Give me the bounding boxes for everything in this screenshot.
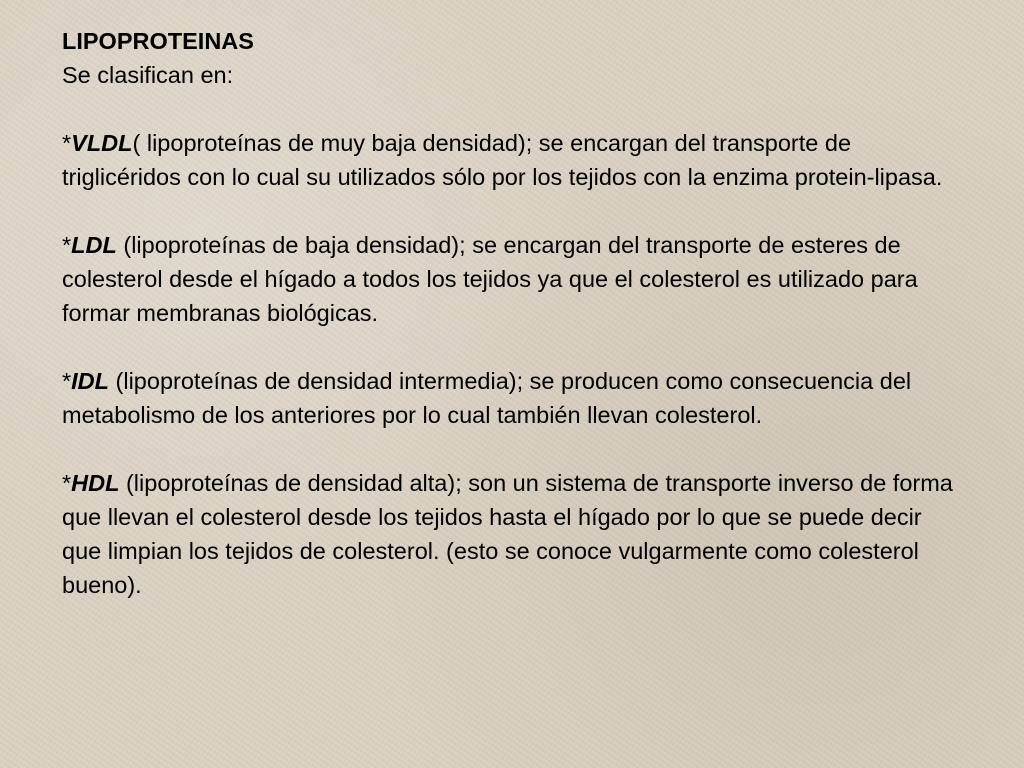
bullet-marker: * [62, 130, 72, 156]
slide-content [62, 24, 967, 602]
term-ldl: LDL [71, 232, 117, 258]
bullet-marker: * [62, 368, 72, 394]
paragraph-hdl [62, 466, 967, 602]
bullet-marker: * [62, 470, 72, 496]
term-idl: IDL [71, 368, 110, 394]
term-hdl: HDL [71, 470, 120, 496]
description-hdl: (lipoproteínas de densidad alta); son un sistema de transporte inverso de forma que llevan el colesterol desde los tejidos hasta el hígado por lo que se puede decir que limpian los tejidos de colesterol. (esto se conoce vulgarmente como colesterol bueno). [62, 470, 953, 598]
description-ldl: (lipoproteínas de baja densidad); se encargan del transporte de esteres de colesterol desde el hígado a todos los tejidos ya que el colesterol es utilizado para formar membranas biológicas. [62, 232, 918, 326]
slide-subtitle: Se clasifican en: [62, 62, 234, 88]
term-vldl: VLDL [71, 130, 133, 156]
paragraph-ldl [62, 228, 967, 330]
description-vldl: ( lipoproteínas de muy baja densidad); se encargan del transporte de triglicéridos con lo cual su utilizados sólo por los tejidos con la enzima protein-lipasa. [62, 130, 943, 190]
bullet-marker: * [62, 232, 72, 258]
slide-title: LIPOPROTEINAS [62, 28, 254, 54]
paragraph-idl [62, 364, 967, 432]
paragraph-vldl [62, 126, 967, 194]
description-idl: (lipoproteínas de densidad intermedia); se producen como consecuencia del metabolismo de los anteriores por lo cual también llevan colesterol. [62, 368, 912, 428]
